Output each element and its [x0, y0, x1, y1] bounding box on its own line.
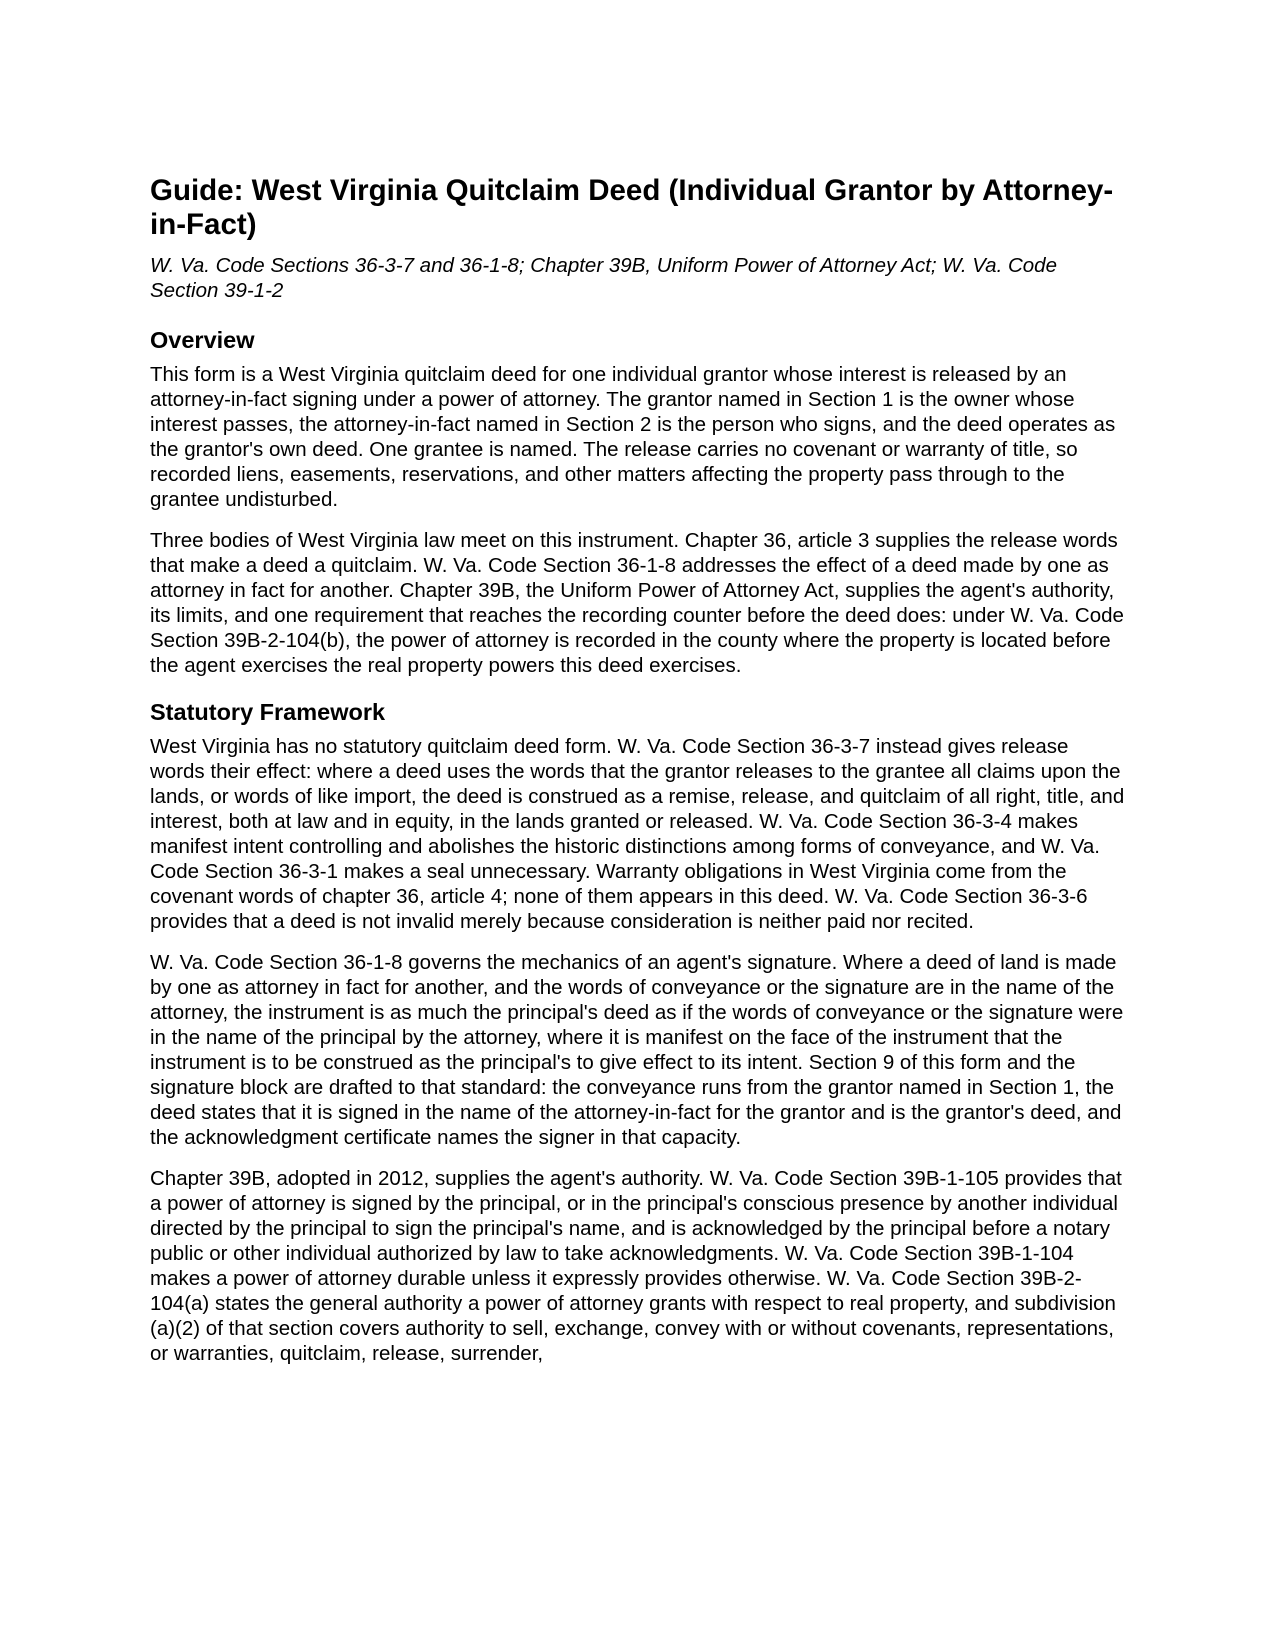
framework-paragraph-1: West Virginia has no statutory quitclaim deed form. W. Va. Code Section 36-3-7 instead gives release words their effect: where a deed uses the words that the grantor releases to the grantee all claims upon the lands, or words of like import, the deed is construed as a remise, release, and quitclaim of all right, title, and interest, both at law and in equity, in the lands granted or released. W. Va. Code Section 36-3-4 makes manifest intent controlling and abolishes the historic distinctions among forms of conveyance, and W. Va. Code Section 36-3-1 makes a seal unnecessary. Warranty obligations in West Virginia come from the covenant words of chapter 36, article 4; none of them appears in this deed. W. Va. Code Section 36-3-6 provides that a deed is not invalid merely because consideration is neither paid nor recited.	[150, 735, 1125, 933]
page-title: Guide: West Virginia Quitclaim Deed (Individual Grantor by Attorney-in-Fact)	[150, 174, 1114, 241]
framework-paragraph-2: W. Va. Code Section 36-1-8 governs the mechanics of an agent's signature. Where a deed of land is made by one as attorney in fact for another, and the words of conveyance or the signature are in the name of the attorney, the instrument is as much the principal's deed as if the words of conveyance or the signature were in the name of the principal by the attorney, where it is manifest on the face of the instrument that the instrument is to be construed as the principal's to give effect to its intent. Section 9 of this form and the signature block are drafted to that standard: the conveyance runs from the grantor named in Section 1, the deed states that it is signed in the name of the attorney-in-fact for the grantor and is the grantor's deed, and the acknowledgment certificate names the signer in that capacity.	[150, 951, 1124, 1149]
framework-paragraph-3: Chapter 39B, adopted in 2012, supplies the agent's authority. W. Va. Code Section 39B-1-105 provides that a power of attorney is signed by the principal, or in the principal's conscious presence by another individual directed by the principal to sign the principal's name, and is acknowledged by the principal before a notary public or other individual authorized by law to take acknowledgments. W. Va. Code Section 39B-1-104 makes a power of attorney durable unless it expressly provides otherwise. W. Va. Code Section 39B-2-104(a) states the general authority a power of attorney grants with respect to real property, and subdivision (a)(2) of that section covers authority to sell, exchange, convey with or without covenants, representations, or warranties, quitclaim, release, surrender,	[150, 1167, 1122, 1365]
section-heading-overview: Overview	[150, 327, 255, 353]
overview-paragraph-2: Three bodies of West Virginia law meet on this instrument. Chapter 36, article 3 supplies the release words that make a deed a quitclaim. W. Va. Code Section 36-1-8 addresses the effect of a deed made by one as attorney in fact for another. Chapter 39B, the Uniform Power of Attorney Act, supplies the agent's authority, its limits, and one requirement that reaches the recording counter before the deed does: under W. Va. Code Section 39B-2-104(b), the power of attorney is recorded in the county where the property is located before the agent exercises the real property powers this deed exercises.	[150, 529, 1124, 677]
document-page	[150, 174, 1128, 1366]
statute-citation: W. Va. Code Sections 36-3-7 and 36-1-8; Chapter 39B, Uniform Power of Attorney Act; W. Va. Code Section 39-1-2	[150, 254, 1057, 302]
section-heading-statutory-framework: Statutory Framework	[150, 699, 386, 725]
overview-paragraph-1: This form is a West Virginia quitclaim deed for one individual grantor whose interest is released by an attorney-in-fact signing under a power of attorney. The grantor named in Section 1 is the owner whose interest passes, the attorney-in-fact named in Section 2 is the person who signs, and the deed operates as the grantor's own deed. One grantee is named. The release carries no covenant or warranty of title, so recorded liens, easements, reservations, and other matters affecting the property pass through to the grantee undisturbed.	[150, 363, 1116, 511]
